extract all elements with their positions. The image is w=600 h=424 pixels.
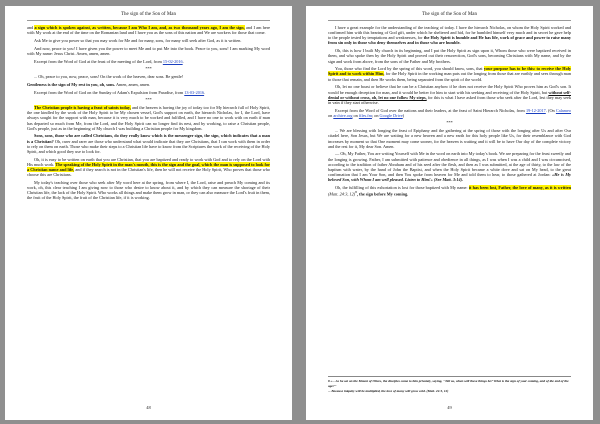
text-run: ; on <box>371 112 380 118</box>
text-run: and I am here with My work at the end of the time on the Romanian land and I have you as the sons of this nation and We are workers for those that come. <box>27 25 271 36</box>
date-link[interactable]: 19-12-2017 <box>525 107 546 113</box>
page-number: 49 <box>447 405 452 410</box>
section-separator: *** <box>446 120 453 126</box>
bold-italic-quote: «He is My beloved Son, with Whom I am well pleased. Listen to Him!» (See Matt. 3:14). <box>328 172 571 183</box>
paragraph: My today's teaching over those who seek after My word here at the spring, from where I, the Lord, raise and preach My coming and its work, oh, this clear teaching I am giving now to those who desire to know about it, and by which they can measure the shortage of their Christian life, the lack of the Holy Spirit. Who works all things and make them grow in man, or they can also measure the Lord's fruit in them, the fruit of the Holy Spirit, the fruit of the Christian life, if it is working. <box>27 179 270 201</box>
text-run: Amen, amen, amen. <box>115 81 151 87</box>
highlighted-text: it has been lost, Father, the love of many, as it is written <box>468 184 571 190</box>
left-page <box>5 6 292 420</box>
highlighted-text: The Christian people is having a feast of saints today, <box>34 105 131 111</box>
files-fm-link[interactable]: files.fm <box>358 112 372 118</box>
footnote-line: 8 «... As he sat on the Mount of Olives, the disciples came to him privately, saying, "Tell us, when will these things be? What is the sign of your coming, and of the end of the age?" <box>328 379 569 388</box>
footnote-marker[interactable]: 8 <box>355 190 357 195</box>
paragraph: Ask Me to give you power so that you may work for Me and for many, sons, for many will seek after God, as it is written. <box>34 37 242 43</box>
text-run: Oh, the fulfilling of this exhortation is lost for those baptized with My name: <box>335 184 469 190</box>
text-run: on <box>328 112 334 118</box>
bold-text: , the sign before My coming. <box>356 191 409 197</box>
left-page-header: The sign of the Son of Man <box>27 10 270 21</box>
text-run: Oh, rarer and rarer are those who understand what would indicate that they are Christians, that I can work with them in order to rely on them on earth. Those who make their steps to a Christian life have to know from the Scriptures the work of the receiving of the Holy Spirit, and which good they use to look for. <box>27 138 270 154</box>
text-run: Excerpt from the Word of God on the Sunday of Adam's Expulsion from Paradise, from <box>34 89 185 95</box>
paragraph <box>27 82 270 87</box>
text-run: for the Holy Spirit in the working man puts out the longing from those that are earthly and sees through man to those that remain, and then He works them, being separated from the spirit of the world. <box>328 71 571 82</box>
text-run: (Matt. 24:3, 12) <box>328 191 356 197</box>
page-number: 48 <box>146 405 151 410</box>
right-page-header: The sign of the Son of Man <box>328 10 571 21</box>
source-citation <box>328 108 571 118</box>
paragraph <box>328 66 571 81</box>
text-run: for this is what I have asked from those who seek after the Lord, lest they may seek in vain if they start otherwise. <box>328 94 571 105</box>
highlighted-text: The speaking of the Holy Spirit in the man's mouth, this is the sign and the goal, which the man is supposed to look for a Christian name and life, <box>27 161 270 172</box>
text-run: and if they search is not in the Christian's life, then he will not receive the Holy Spirit, Who proves that those who choose this are Christians. <box>27 166 270 178</box>
right-page <box>306 6 593 420</box>
text-run: and <box>27 25 35 30</box>
paragraph <box>27 157 270 178</box>
text-run: Oh, it is easy to be written on earth that you are Christian, that you are baptized and ready to work with God and to rely on the Lord with His much work. <box>27 156 270 167</box>
bold-text: Gentleness is the sign of My rest in you, oh, sons. <box>27 81 116 87</box>
section-separator: *** <box>145 66 152 72</box>
paragraph: ... We are blessing with longing the feast of Epiphany and the gathering at the spring of those with the longing after Us and after Our citadel here, Son Jesus, but We are waiting for a new heaven and a new earth for this holy people like Us, for their resemblance with God increases by moment so that One moment may come sooner, for the heaven is waiting and it will be to have Our day of the complete victory and the rest for it, My dear Son. Amen. <box>328 128 571 149</box>
section-separator: *** <box>145 97 152 103</box>
footnote-line: ... Because iniquity will be multiplied, the love of many will grow cold. (Matt. 24:3, 12) <box>328 388 449 393</box>
text-run: . <box>204 89 206 95</box>
bold-underlined-text: without self-denial or without cross, oh, let no one follow My steps, <box>328 89 571 100</box>
text-run: . <box>182 58 184 64</box>
google-drive-link[interactable]: Google Drive <box>379 112 403 118</box>
text-run: on <box>352 112 359 118</box>
highlighted-text: a sign which is spoken against, as written, because I am Who I am, and, as two thousand years ago, I am the sign, <box>34 25 245 30</box>
paragraph: Oh, this is how I built My church in its beginning, and I put the Holy Spirit as sign upon it, Whom those who were baptized received in them, and who spoke then by the Holy Spirit and proved out their resurrection, God's sons, becoming Christians with My name, and by the sign and work from above, from the sons of the Father and My brothers. <box>328 48 571 64</box>
text-run: I have a great example for the understanding of the teaching of today. I have the hierarch Nicholas, on whom the Holy Spirit worked and confirmed him with this bearing of God gift, under which he sheltered and hid, for he humbled himself very much and in secret he gave help to the people tested by temptations and weaknesses, for <box>328 25 571 41</box>
text-run: . (On <box>545 107 556 113</box>
source-citation <box>27 90 270 95</box>
paragraph <box>27 133 270 154</box>
paragraph: ... Oh, peace to you, now, peace, sons! On the work of the heaven, dear sons. Be gentle! <box>34 74 184 80</box>
paragraph <box>27 105 270 131</box>
left-page-body <box>27 25 270 203</box>
highlighted-text: your purpose has to be this: to receive the Holy Spirit and to work within Him, <box>328 66 571 77</box>
calameo-link[interactable]: Calameo <box>555 107 571 113</box>
date-link[interactable]: 15-02-2016 <box>162 58 183 64</box>
text-run: You, those who find the Lord by the spring of this word, you should know, sons, that <box>335 66 484 72</box>
text-run: ) <box>402 112 405 118</box>
paragraph <box>328 25 571 46</box>
text-run: — Oh, My Father, You are writing Yourself with Me in the word on earth into My today's book. We are preparing for the feast sweetly and the longing is growing. Father, I am submitted with patience and obedience in all things, as I was when I was a child and I was circumcised, according to the tradition of father Abraham and of his seed after the flesh, and then as I was submitted, at the age of thirty, to the law of the baptism with water, by the hand of John the Baptist, and when the Holy Spirit became a white dove and sat on My head, to the great confirmation that I am Your Son, and then You spoke from heaven for Me and told them to hear, to those gathered at Jordan: <box>328 151 571 178</box>
bold-text: the Holy Spirit is humble and He has life, work of grace and power to raise many from sin only in those who deny themselves and in those who are humble. <box>328 35 571 46</box>
right-page-body <box>328 25 571 199</box>
text-run: Excerpt from the Word of God at the feast of the meeting of the Lord, from <box>34 58 163 64</box>
paragraph <box>328 151 571 182</box>
date-link[interactable]: 13-03-2016 <box>184 89 205 95</box>
text-run: Excerpt from the Word of God over the nations and their leaders, at the feast of Saint Hierarch Nicholas, from <box>335 107 526 113</box>
text-run: and the heaven is having the joy of today too for My hierarch full of Holy Spirit, the one kindled by the work of the Holy Spirit to be My chosen vessel, God's support on earth, the hierarch Nicholas, for I, the Lord, have always sought for the support with man, because it is very much to be worked and fulfilled, and I have no one to work with on earth if man has departed so much from Me, from the Lord, and the Holy Spirit can no longer find its nest, and by working, to raise a Christian people, God's people, just as in the beginning of My church I was building a Christian people for My kingdom. <box>27 105 270 131</box>
bold-text: Sons, sons, those who are called Christians, do they really know which is the messenger sign, the sign, which indicates that a man is a Christian? <box>27 133 270 144</box>
footnote <box>328 376 571 394</box>
paragraph <box>27 25 270 35</box>
paragraph <box>328 84 571 105</box>
text-run: Oh, let no one boast or believe that he can be a Christian anyhow if he does not receive the Holy Spirit Who proves him as God's son. It would be enough deception for man, and it would be better for him to start with his seeking and receiving of the Holy Spirit, but <box>328 84 571 95</box>
source-citation <box>27 59 270 64</box>
paragraph: And now, peace to you! I have given you the power to meet Me and to put Me into the book. Peace to you, sons! I am marking My word with My name: Jesus Christ. Amen, amen, amen. <box>27 45 270 56</box>
archive-org-link[interactable]: archive.org <box>333 112 353 118</box>
paragraph <box>328 185 571 197</box>
